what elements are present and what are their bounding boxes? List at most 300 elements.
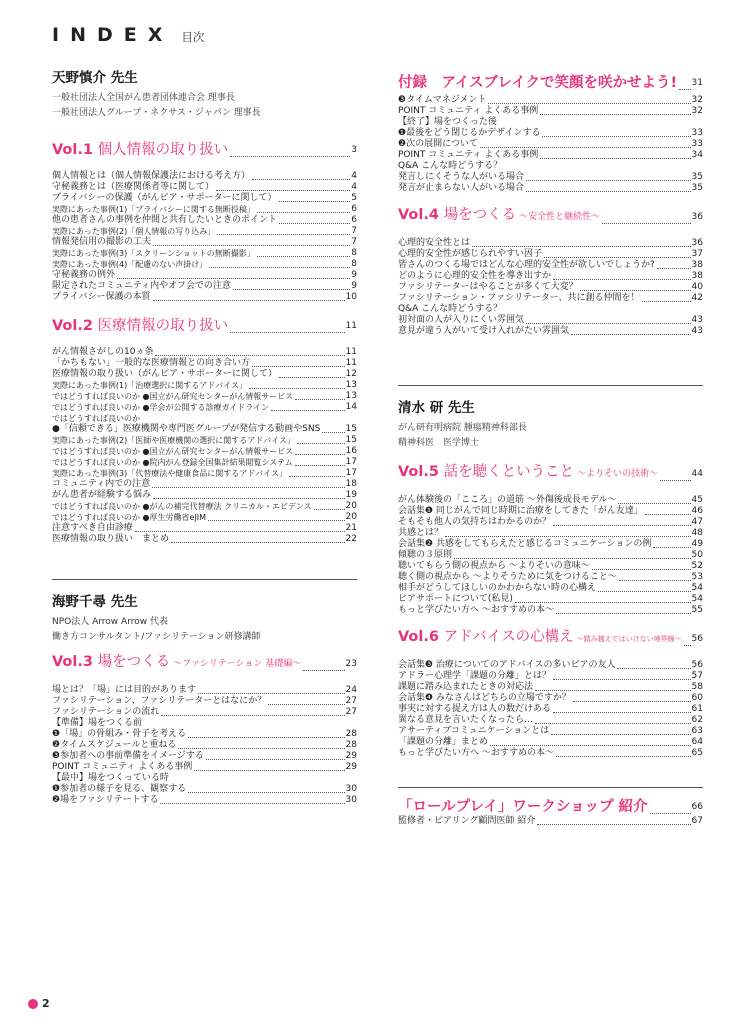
toc-entry-title: 他の患者さんの事例を仲間と共有したいときのポイント	[52, 215, 278, 225]
section-vol3[interactable]	[52, 655, 357, 673]
toc-entry-page: 27	[345, 696, 357, 706]
toc-entry[interactable]	[398, 506, 703, 517]
toc-entry-page: 36	[691, 238, 703, 248]
toc-entry[interactable]	[52, 740, 357, 751]
dot-leader	[480, 147, 691, 148]
toc-entry-title: 会話集❶ 同じがんで同じ時期に治療をしてきた「がん友達」	[398, 506, 643, 516]
toc-entry-title: ではどうすれば良いのか ●国立がん研究センターがん情報サービス	[52, 447, 294, 456]
section-subtitle: ～安全性と継続性～	[519, 212, 601, 222]
dot-leader	[178, 748, 344, 749]
toc-entry-page: 24	[345, 685, 357, 695]
index-title: INDEX	[52, 24, 174, 46]
section-vol5[interactable]	[398, 465, 703, 483]
toc-entry-title: 実際にあった事例(2)「医師や医療機関の選択に関するアドバイス」	[52, 436, 296, 445]
toc-entry[interactable]	[398, 117, 703, 128]
page-number-text: 2	[42, 997, 50, 1010]
author-shimizu	[398, 396, 703, 451]
toc-entry[interactable]	[398, 572, 703, 583]
toc-entry-title: ファシリテーションの流れ	[52, 707, 160, 717]
toc-entry-page: 4	[351, 171, 357, 181]
toc-entry-page: 15	[345, 424, 357, 434]
toc-entry-title: プライバシーの保護（がんピア・サポーターに関して）	[52, 193, 277, 203]
toc-entry-page: 62	[691, 715, 703, 725]
toc-entry-page: 43	[691, 315, 703, 325]
section-subtitle: ～踏み越えてはいけない境界線～	[576, 635, 682, 643]
dot-leader	[526, 323, 691, 324]
section-page: 11	[345, 321, 357, 331]
toc-entry-title: ❶最後をどう閉じるかデザインする	[398, 128, 541, 138]
toc-entry[interactable]	[398, 550, 703, 561]
dot-leader	[571, 334, 691, 335]
dot-leader	[208, 520, 344, 521]
toc-entry-page: 38	[691, 271, 703, 281]
toc-entry[interactable]	[398, 693, 703, 704]
toc-entry-page: 64	[691, 737, 703, 747]
toc-entry[interactable]	[398, 605, 703, 616]
toc-entry-page: 28	[345, 729, 357, 739]
toc-entry-title: アドラー心理学「課題の分離」とは？	[398, 671, 552, 681]
section-page: 31	[691, 78, 703, 88]
author-name: 天野慎介 先生	[52, 70, 138, 86]
toc-entry-title: ●「信頼できる」医療機関や専門医グループが発信する動画やSNS	[52, 424, 321, 434]
dot-leader	[233, 289, 350, 290]
toc-entry[interactable]	[398, 293, 703, 304]
toc-entry[interactable]	[398, 816, 703, 827]
dot-leader	[592, 569, 691, 570]
toc-entry-page: 42	[691, 293, 703, 303]
toc-entry-title: ファシリテーターはやることが多くて大変？	[398, 282, 578, 292]
dot-leader	[217, 234, 350, 235]
toc-entry[interactable]	[52, 446, 357, 457]
toc-entry[interactable]	[52, 204, 357, 215]
toc-entry[interactable]	[398, 315, 703, 326]
toc-entry-page: 6	[351, 204, 357, 214]
toc-entry[interactable]	[398, 583, 703, 594]
toc-entry[interactable]	[398, 715, 703, 726]
section-vol4[interactable]	[398, 208, 703, 226]
toc-entry[interactable]	[52, 182, 357, 193]
toc-entry[interactable]	[52, 292, 357, 303]
toc-entry-title: 傾聴の３原則	[398, 550, 453, 560]
dot-leader	[580, 290, 691, 291]
toc-entry-title: 聴いてもらう側の視点から ～よりそいの意味～	[398, 561, 590, 571]
section-title: 医療情報の取り扱い	[97, 318, 229, 334]
dot-leader	[322, 432, 344, 433]
toc-entry-page: 50	[691, 550, 703, 560]
toc-entry-page: 7	[351, 226, 357, 236]
toc-entry[interactable]	[52, 402, 357, 413]
toc-entry-title: POINT コミュニティ よくある事例	[398, 106, 539, 116]
dot-leader	[642, 301, 691, 302]
section-title: 「ロールプレイ」ワークショップ 紹介	[398, 799, 648, 815]
dot-leader	[297, 443, 345, 444]
toc-entry[interactable]	[52, 751, 357, 762]
toc-entry-title: もっと学びたい方へ ～おすすめの本～	[398, 748, 554, 758]
toc-entry[interactable]	[52, 762, 357, 773]
toc-entry-page: 22	[345, 534, 357, 544]
toc-entry[interactable]	[52, 248, 357, 259]
section-title: 話を聴くということ	[443, 464, 575, 480]
toc-entry-page: 52	[691, 561, 703, 571]
dot-leader	[618, 503, 690, 504]
toc-entry[interactable]	[398, 304, 703, 315]
dot-leader	[153, 498, 345, 499]
divider	[398, 787, 703, 788]
toc-entry-title: POINT コミュニティ よくある事例	[52, 762, 193, 772]
dot-leader	[556, 613, 691, 614]
section-vol1[interactable]	[52, 141, 357, 159]
toc-entry[interactable]	[52, 784, 357, 795]
toc-entry-title: 事実に対する捉え方は人の数だけある	[398, 704, 552, 714]
dot-leader	[171, 542, 345, 543]
toc-list-workshop	[398, 816, 703, 827]
toc-entry-page: 13	[345, 391, 357, 401]
toc-entry-title: ではどうすれば良いのか ●厚生労働省eJIM	[52, 513, 207, 522]
section-page: 23	[345, 659, 357, 669]
author-affiliation: 一般社団法人グループ・ネクサス・ジャパン 理事長	[52, 108, 261, 118]
section-vol-label: Vol.1	[52, 142, 93, 158]
toc-entry[interactable]	[52, 424, 357, 435]
dot-leader	[279, 201, 351, 202]
dot-leader	[542, 136, 690, 137]
section-page: 44	[691, 469, 703, 479]
toc-entry[interactable]	[398, 282, 703, 293]
toc-entry-title: 注意すべき自由診療	[52, 523, 133, 533]
toc-entry-page: 10	[345, 292, 357, 302]
author-affiliation: 精神科医 医学博士	[398, 438, 480, 448]
dot-leader	[155, 355, 344, 356]
toc-entry-page: 61	[691, 704, 703, 714]
section-subtitle: ～ファシリテーション 基礎編～	[173, 659, 302, 669]
toc-entry-page: 33	[691, 139, 703, 149]
author-unno	[52, 590, 357, 645]
toc-entry-title: そもそも他人の気持ちはわかるのか？	[398, 517, 552, 527]
dot-leader	[209, 267, 350, 268]
toc-entry-title: 実際にあった事例(3)「スクリーンショットの無断撮影」	[52, 249, 255, 258]
toc-list-vol5	[398, 495, 703, 616]
section-title: 場をつくる	[443, 207, 517, 223]
toc-entry[interactable]	[398, 671, 703, 682]
toc-entry-page: 45	[691, 495, 703, 505]
toc-entry[interactable]	[52, 193, 357, 204]
toc-entry-title: 課題に踏み込まれたときの対応法	[398, 682, 534, 692]
index-header	[52, 24, 204, 46]
toc-entry-title: ❷場をファシリテートする	[52, 795, 159, 805]
toc-entry-page: 21	[345, 523, 357, 533]
toc-entry-page: 20	[345, 512, 357, 522]
toc-entry[interactable]	[52, 773, 357, 784]
toc-entry-page: 30	[345, 795, 357, 805]
dot-leader	[454, 558, 691, 559]
toc-entry-title: 実際にあった事例(4)「配慮のない声掛け」	[52, 260, 208, 269]
toc-entry-page: 38	[691, 260, 703, 270]
toc-entry[interactable]	[52, 259, 357, 270]
toc-entry-title: 実際にあった事例(3)「代替療法や健康食品に関するアドバイス」	[52, 469, 288, 478]
toc-entry[interactable]	[52, 501, 357, 512]
toc-entry-title: 聴く側の視点から ～よりそうために気をつけること～	[398, 572, 617, 582]
toc-entry-page: 34	[691, 150, 703, 160]
toc-entry[interactable]	[398, 161, 703, 172]
toc-entry[interactable]	[52, 707, 357, 718]
toc-entry-page: 35	[691, 172, 703, 182]
toc-entry[interactable]	[398, 682, 703, 693]
toc-entry[interactable]	[52, 215, 357, 226]
dot-leader	[553, 525, 691, 526]
toc-list-appendix	[398, 95, 703, 194]
toc-entry-title: ❷タイムスケジュールと重ねる	[52, 740, 177, 750]
toc-entry[interactable]	[52, 696, 357, 707]
toc-entry[interactable]	[52, 523, 357, 534]
author-name: 清水 研 先生	[398, 400, 475, 416]
toc-entry[interactable]	[398, 260, 703, 271]
dot-leader	[161, 715, 344, 716]
toc-entry-page: 8	[351, 259, 357, 269]
dot-leader	[135, 531, 345, 532]
toc-entry-page: 54	[691, 583, 703, 593]
dot-leader	[279, 377, 345, 378]
toc-entry[interactable]	[52, 685, 357, 696]
toc-entry-title: 相手がどうしてほしいのかわからない時の心構え	[398, 583, 597, 593]
toc-entry-title: 心理的安全性が感じられやすい因子	[398, 249, 543, 259]
toc-entry-title: がん情報さがしの10ヵ条	[52, 347, 154, 357]
toc-entry[interactable]	[398, 106, 703, 117]
divider	[52, 579, 357, 580]
toc-entry-title: 実際にあった事例(1)「プライバシーに関する無断投稿」	[52, 205, 255, 214]
dot-leader	[515, 602, 691, 603]
dot-leader	[188, 792, 344, 793]
toc-entry-title: もっと学びたい方へ ～おすすめの本～	[398, 605, 554, 615]
toc-entry[interactable]	[52, 281, 357, 292]
toc-list-vol6	[398, 660, 703, 759]
toc-entry[interactable]	[398, 539, 703, 550]
toc-entry-title: 会話集❸ 治療についてのアドバイスの多いピアの友人	[398, 660, 616, 670]
dot-leader	[598, 591, 691, 592]
section-vol-label: Vol.5	[398, 464, 439, 480]
toc-entry[interactable]	[398, 561, 703, 572]
toc-entry[interactable]	[398, 704, 703, 715]
toc-entry-title: Q&A こんな時どうする？	[398, 161, 503, 171]
toc-entry-title: 医療情報の取り扱い まとめ	[52, 534, 170, 544]
toc-entry-title: 心理的安全性とは	[398, 238, 471, 248]
dot-leader	[544, 257, 691, 258]
toc-entry[interactable]	[398, 238, 703, 249]
dot-leader	[188, 737, 344, 738]
toc-entry[interactable]	[52, 347, 357, 358]
toc-entry[interactable]	[52, 270, 357, 281]
dot-leader	[540, 114, 690, 115]
toc-entry-page: 58	[691, 682, 703, 692]
index-subtitle: 目次	[181, 30, 205, 44]
toc-entry[interactable]	[398, 495, 703, 506]
toc-entry[interactable]	[398, 139, 703, 150]
toc-entry[interactable]	[398, 128, 703, 139]
toc-entry[interactable]	[52, 413, 357, 424]
dot-leader	[314, 509, 345, 510]
toc-entry[interactable]	[398, 748, 703, 759]
toc-entry[interactable]	[52, 391, 357, 402]
toc-entry-page: 17	[345, 468, 357, 478]
toc-entry-title: 「かちもない」一般的な医療情報との向き合い方	[52, 358, 251, 368]
toc-entry-title: 共感とは？	[398, 528, 444, 538]
section-appendix[interactable]	[398, 74, 703, 92]
toc-entry-title: 皆さんのつくる場ではどんな心理的安全性が欲しいでしょうか?	[398, 260, 655, 270]
toc-entry-title: 限定されたコミュニティ内やオフ会での注意	[52, 281, 231, 291]
author-amano	[52, 66, 357, 121]
dot-leader	[117, 278, 350, 279]
toc-entry[interactable]	[52, 171, 357, 182]
dot-leader	[152, 487, 344, 488]
toc-entry[interactable]	[52, 490, 357, 501]
toc-entry-page: 67	[691, 816, 703, 826]
toc-entry-title: ではどうすれば良いのか ●院内がん登録全国集計結果閲覧システム	[52, 458, 293, 467]
dot-leader	[257, 256, 351, 257]
section-vol-label: Vol.2	[52, 318, 93, 334]
author-affiliation: 一般社団法人全国がん患者団体連合会 理事長	[52, 93, 235, 103]
toc-entry-page: 40	[691, 282, 703, 292]
toc-entry[interactable]	[398, 95, 703, 106]
toc-entry[interactable]	[52, 468, 357, 479]
toc-entry[interactable]	[398, 737, 703, 748]
toc-entry[interactable]	[398, 660, 703, 671]
toc-entry-page: 32	[691, 95, 703, 105]
dot-leader	[252, 179, 350, 180]
dot-leader	[268, 704, 344, 705]
toc-entry-page: 12	[345, 369, 357, 379]
dot-leader	[653, 547, 690, 548]
toc-entry-page: 7	[351, 237, 357, 247]
toc-list-vol2	[52, 347, 357, 545]
dot-leader	[490, 745, 691, 746]
toc-entry-title: ではどうすれば良いのか ●がんの補完代替療法 クリニカル・エビデンス	[52, 502, 312, 511]
toc-entry-page: 5	[351, 193, 357, 203]
toc-entry[interactable]	[52, 729, 357, 740]
dot-leader	[279, 223, 350, 224]
toc-entry[interactable]	[398, 517, 703, 528]
toc-entry[interactable]	[52, 226, 357, 237]
dot-leader	[617, 668, 690, 669]
toc-entry[interactable]	[52, 457, 357, 468]
toc-entry-title: 発言が止まらない人がいる場合	[398, 183, 525, 193]
section-vol6[interactable]	[398, 630, 703, 648]
dot-leader	[526, 180, 691, 181]
dot-leader	[645, 514, 691, 515]
toc-entry[interactable]	[52, 369, 357, 380]
toc-entry-page: 60	[691, 693, 703, 703]
dot-leader	[257, 212, 350, 213]
section-workshop[interactable]	[398, 798, 703, 816]
toc-entry-title: ファシリテーション、ファシリテーターとはなにか？	[52, 696, 267, 706]
right-column	[398, 74, 703, 827]
toc-entry-title: 守秘義務の例外	[52, 270, 116, 280]
dot-leader	[445, 536, 691, 537]
toc-entry-page: 29	[345, 751, 357, 761]
toc-entry[interactable]	[52, 237, 357, 248]
toc-entry-page: 16	[345, 446, 357, 456]
toc-entry-page: 33	[691, 128, 703, 138]
toc-entry-title: ❷次の展開について	[398, 139, 478, 149]
toc-entry[interactable]	[398, 249, 703, 260]
section-vol-label: Vol.3	[52, 654, 93, 670]
toc-entry[interactable]	[52, 718, 357, 729]
toc-entry[interactable]	[398, 528, 703, 539]
toc-entry[interactable]	[52, 380, 357, 391]
dot-leader	[551, 734, 690, 735]
toc-entry[interactable]	[398, 150, 703, 161]
dot-leader	[657, 268, 691, 269]
toc-entry[interactable]	[52, 358, 357, 369]
toc-entry-page: 27	[345, 707, 357, 717]
dot-leader	[160, 803, 344, 804]
toc-entry-page: 9	[351, 270, 357, 280]
toc-entry-page: 20	[345, 501, 357, 511]
dot-leader	[553, 712, 691, 713]
toc-entry-title: 意見が違う人がいて受け入れがたい雰囲気	[398, 326, 570, 336]
toc-entry-title: 【最中】場をつくっている時	[52, 773, 169, 783]
section-page: 3	[351, 145, 357, 155]
toc-entry-page: 49	[691, 539, 703, 549]
toc-entry-title: 【終了】場をつくった後	[398, 117, 497, 127]
section-title: 個人情報の取り扱い	[97, 142, 229, 158]
toc-entry[interactable]	[398, 271, 703, 282]
toc-entry-page: 13	[345, 380, 357, 390]
toc-entry-title: どのように心理的安全性を導き出すか	[398, 271, 552, 281]
dot-leader	[271, 410, 345, 411]
toc-entry-title: 個人情報とは（個人情報保護法における考え方）	[52, 171, 251, 181]
dot-leader	[295, 454, 344, 455]
dot-leader	[556, 756, 691, 757]
toc-entry-title: がん体験後の「こころ」の道筋 ～外傷後成長モデル～	[398, 495, 617, 505]
toc-entry-title: POINT コミュニティ よくある事例	[398, 150, 539, 160]
dot-leader	[295, 465, 345, 466]
toc-entry-page: 14	[345, 402, 357, 412]
toc-entry[interactable]	[52, 512, 357, 523]
toc-entry[interactable]	[52, 479, 357, 490]
dot-leader	[553, 679, 691, 680]
toc-entry-title: ではどうすれば良いのか	[52, 414, 140, 423]
toc-entry[interactable]	[398, 183, 703, 194]
toc-entry-title: ではどうすれば良いのか ●学会が公開する診療ガイドライン	[52, 403, 270, 412]
toc-entry[interactable]	[398, 326, 703, 337]
toc-entry-title: アサーティブコミュニケーションとは	[398, 726, 550, 736]
toc-entry-title: 会話集❷ 共感をしてもらえたと感じるコミュニケーションの例	[398, 539, 652, 549]
toc-entry[interactable]	[52, 534, 357, 545]
toc-entry[interactable]	[398, 594, 703, 605]
toc-entry[interactable]	[52, 795, 357, 806]
toc-entry-title: 初対面の人が入りにくい雰囲気	[398, 315, 525, 325]
author-name: 海野千尋 先生	[52, 594, 138, 610]
section-vol2[interactable]	[52, 317, 357, 335]
toc-entry[interactable]	[52, 435, 357, 446]
toc-list-vol3	[52, 685, 357, 806]
section-subtitle: ～よりそいの技術～	[577, 469, 659, 479]
toc-entry[interactable]	[398, 172, 703, 183]
toc-entry-title: ピアサポートについて(私見)	[398, 594, 513, 604]
dot-leader	[194, 770, 344, 771]
toc-entry-page: 18	[345, 479, 357, 489]
toc-entry-page: 15	[345, 435, 357, 445]
dot-leader	[295, 399, 344, 400]
toc-entry-page: 11	[345, 358, 357, 368]
section-page: 56	[691, 634, 703, 644]
dot-leader	[252, 366, 345, 367]
toc-entry-page: 32	[691, 106, 703, 116]
dot-leader	[216, 190, 350, 191]
author-affiliation: 働き方コンサルタント/ファシリテーション研修講師	[52, 632, 261, 642]
toc-entry[interactable]	[398, 726, 703, 737]
dot-leader	[198, 693, 345, 694]
toc-entry-title: ファシリテーション・ファシリテーター、共に創る仲間を！	[398, 293, 640, 303]
toc-entry-page: 54	[691, 594, 703, 604]
